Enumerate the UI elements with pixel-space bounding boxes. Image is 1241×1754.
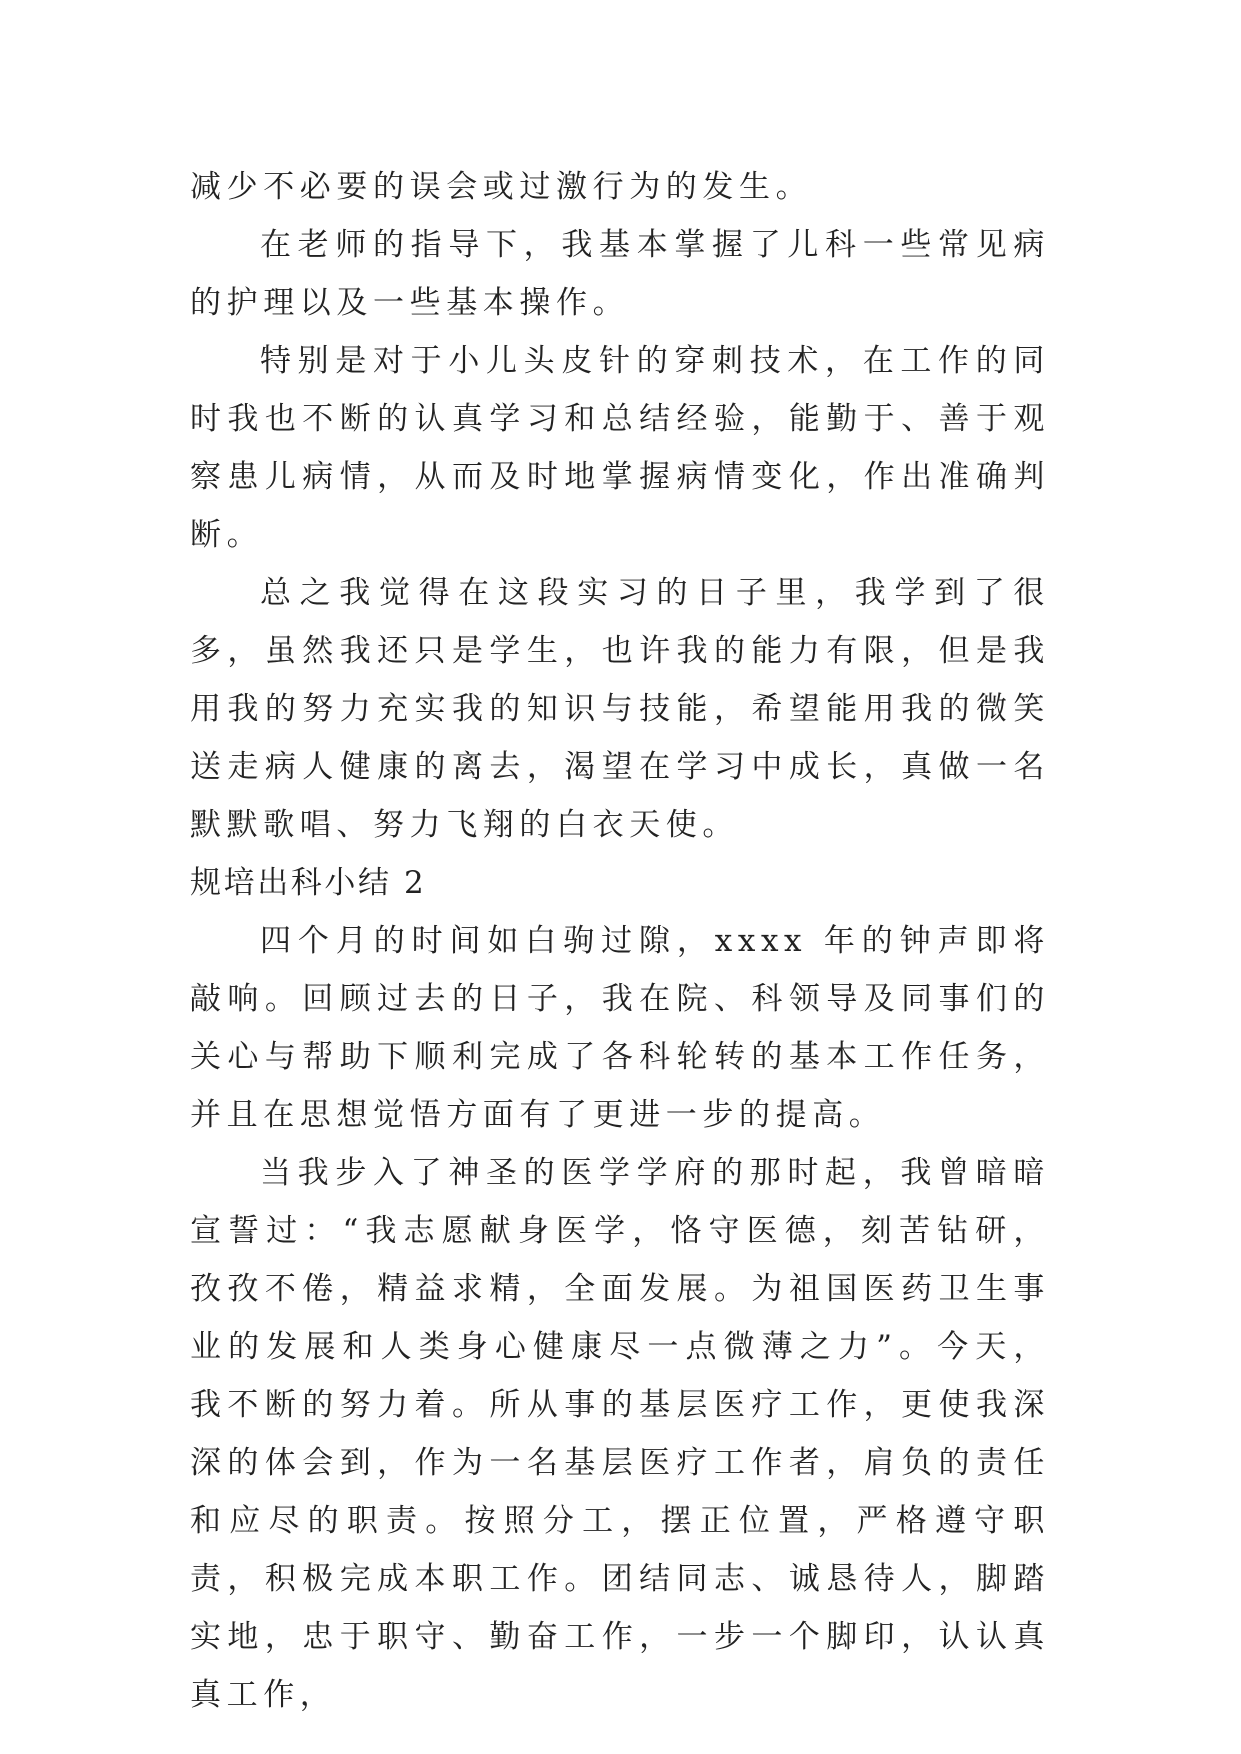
paragraph: 在老师的指导下，我基本掌握了儿科一些常见病的护理以及一些基本操作。 xyxy=(190,227,1050,321)
document-body xyxy=(190,158,1050,1724)
paragraph-continuation: 减少不必要的误会或过激行为的发生。 xyxy=(190,169,813,205)
paragraph: 当我步入了神圣的医学学府的那时起，我曾暗暗宣誓过：“我志愿献身医学，恪守医德，刻苦钻研，孜孜不倦，精益求精，全面发展。为祖国医药卫生事业的发展和人类身心健康尽一点微薄之力”。今天，我不断的努力着。所从事的基层医疗工作，更使我深深的体会到，作为一名基层医疗工作者，肩负的责任和应尽的职责。按照分工，摆正位置，严格遵守职责，积极完成本职工作。团结同志、诚恳待人，脚踏实地，忠于职守、勤奋工作，一步一个脚印，认认真真工作， xyxy=(190,1155,1050,1713)
paragraph: 特别是对于小儿头皮针的穿刺技术，在工作的同时我也不断的认真学习和总结经验，能勤于、善于观察患儿病情，从而及时地掌握病情变化，作出准确判断。 xyxy=(190,343,1050,553)
section-heading: 规培出科小结 2 xyxy=(190,865,427,901)
paragraph: 总之我觉得在这段实习的日子里，我学到了很多，虽然我还只是学生，也许我的能力有限，但是我用我的努力充实我的知识与技能，希望能用我的微笑送走病人健康的离去，渴望在学习中成长，真做一名默默歌唱、努力飞翔的白衣天使。 xyxy=(190,575,1050,843)
paragraph: 四个月的时间如白驹过隙，xxxx 年的钟声即将敲响。回顾过去的日子，我在院、科领导及同事们的关心与帮助下顺利完成了各科轮转的基本工作任务，并且在思想觉悟方面有了更进一步的提高。 xyxy=(190,923,1050,1133)
